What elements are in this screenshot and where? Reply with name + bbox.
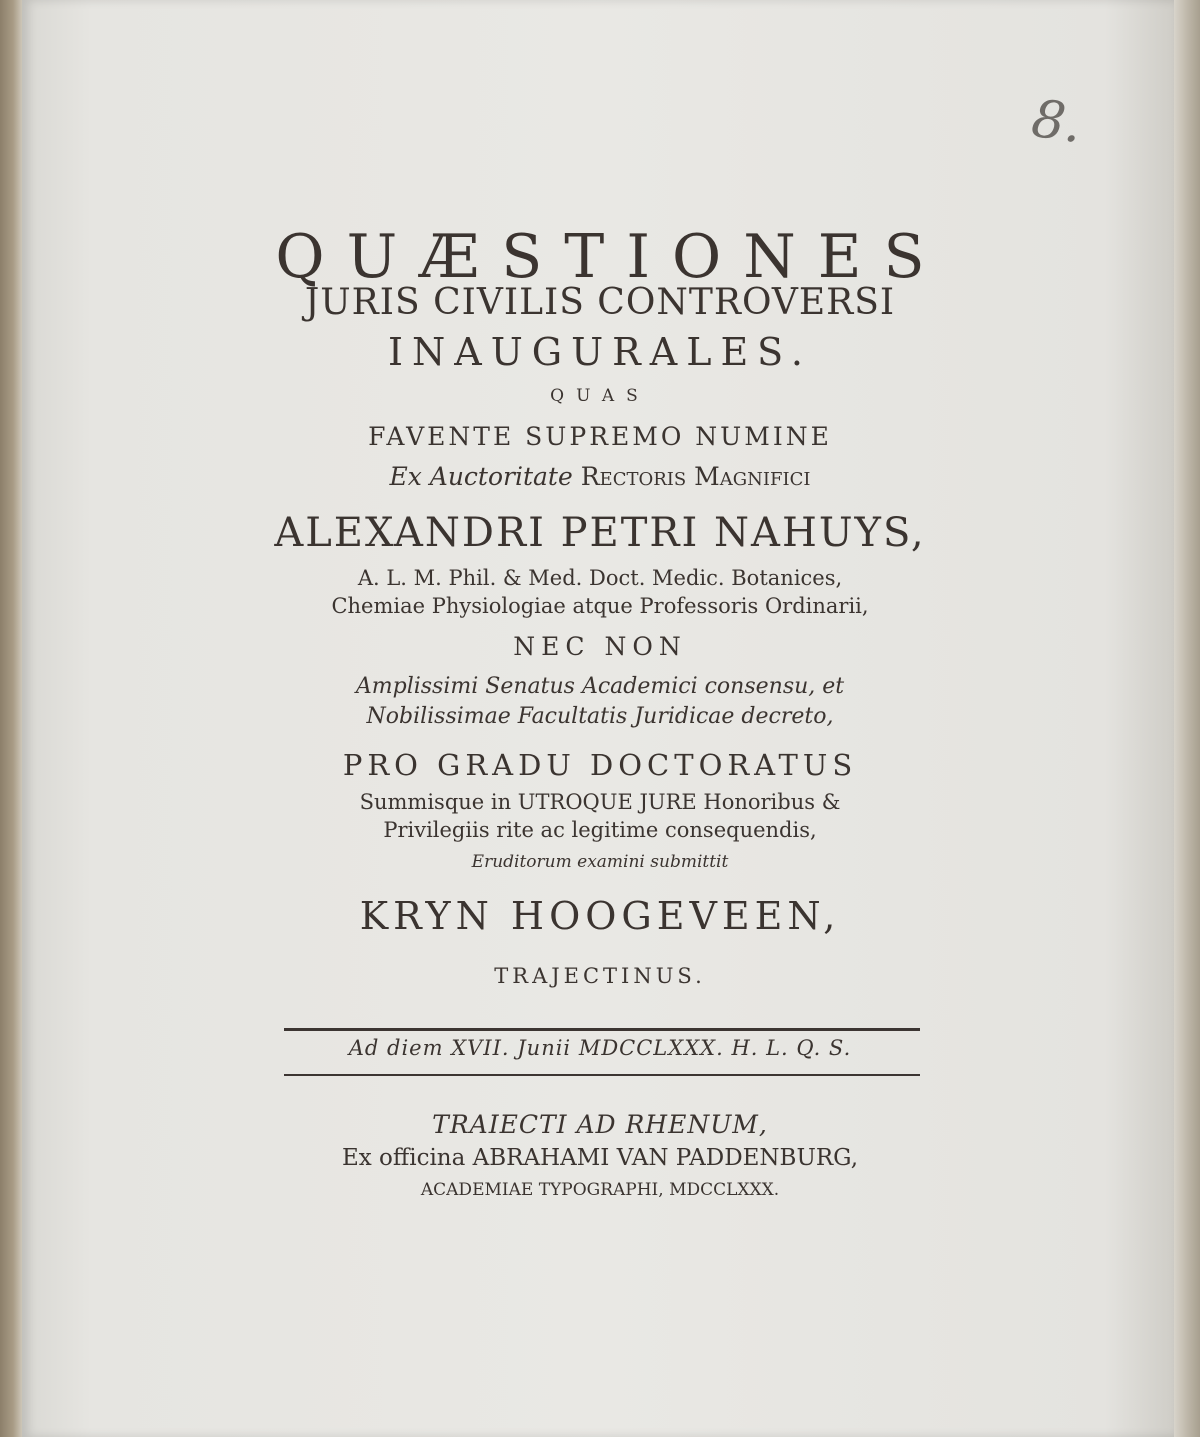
title-main: QUÆSTIONES <box>275 222 947 292</box>
imprint-place: TRAIECTI AD RHENUM, <box>432 1110 768 1139</box>
top-rule <box>284 1028 920 1031</box>
favente-line: FAVENTE SUPREMO NUMINE <box>368 422 832 451</box>
author-name: KRYN HOOGEVEEN, <box>359 894 841 938</box>
handwritten-folio-number: 8. <box>1028 88 1086 156</box>
summisque-line-1: Summisque in UTROQUE JURE Honoribus & <box>359 790 841 814</box>
bottom-rule <box>284 1074 920 1076</box>
imprint-typographi: ACADEMIAE TYPOGRAPHI, MDCCLXXX. <box>420 1180 780 1200</box>
summisque-line-2: Privilegiis rite ac legitime consequendis, <box>383 818 817 842</box>
title-inaugurales: INAUGURALES. <box>388 330 812 374</box>
title-subtitle: JURIS CIVILIS CONTROVERSI <box>304 282 896 323</box>
rector-titles-line-1: A. L. M. Phil. & Med. Doct. Medic. Botanices, <box>357 566 843 590</box>
auctoritate-suffix: Rectoris Magnifici <box>580 462 811 491</box>
date-line: Ad diem XVII. Junii MDCCLXXX. H. L. Q. S. <box>348 1036 852 1060</box>
senatus-line-1: Amplissimi Senatus Academici consensu, et <box>355 674 845 699</box>
rector-name: ALEXANDRI PETRI NAHUYS, <box>274 510 926 556</box>
author-origin: TRAJECTINUS. <box>494 964 706 988</box>
eruditorum-line: Eruditorum examini submittit <box>471 852 729 872</box>
quas-line: QUAS <box>550 386 650 406</box>
pro-gradu-line: PRO GRADU DOCTORATUS <box>342 748 858 782</box>
auctoritate-prefix: Ex Auctoritate <box>389 462 573 491</box>
rector-titles-line-2: Chemiae Physiologiae atque Professoris Ordinarii, <box>331 594 869 618</box>
imprint-officina: Ex officina ABRAHAMI VAN PADDENBURG, <box>341 1145 859 1171</box>
nec-non-line: NEC NON <box>513 632 687 661</box>
senatus-line-2: Nobilissimae Facultatis Juridicae decreto, <box>366 704 834 729</box>
auctoritate-line <box>0 462 1200 491</box>
